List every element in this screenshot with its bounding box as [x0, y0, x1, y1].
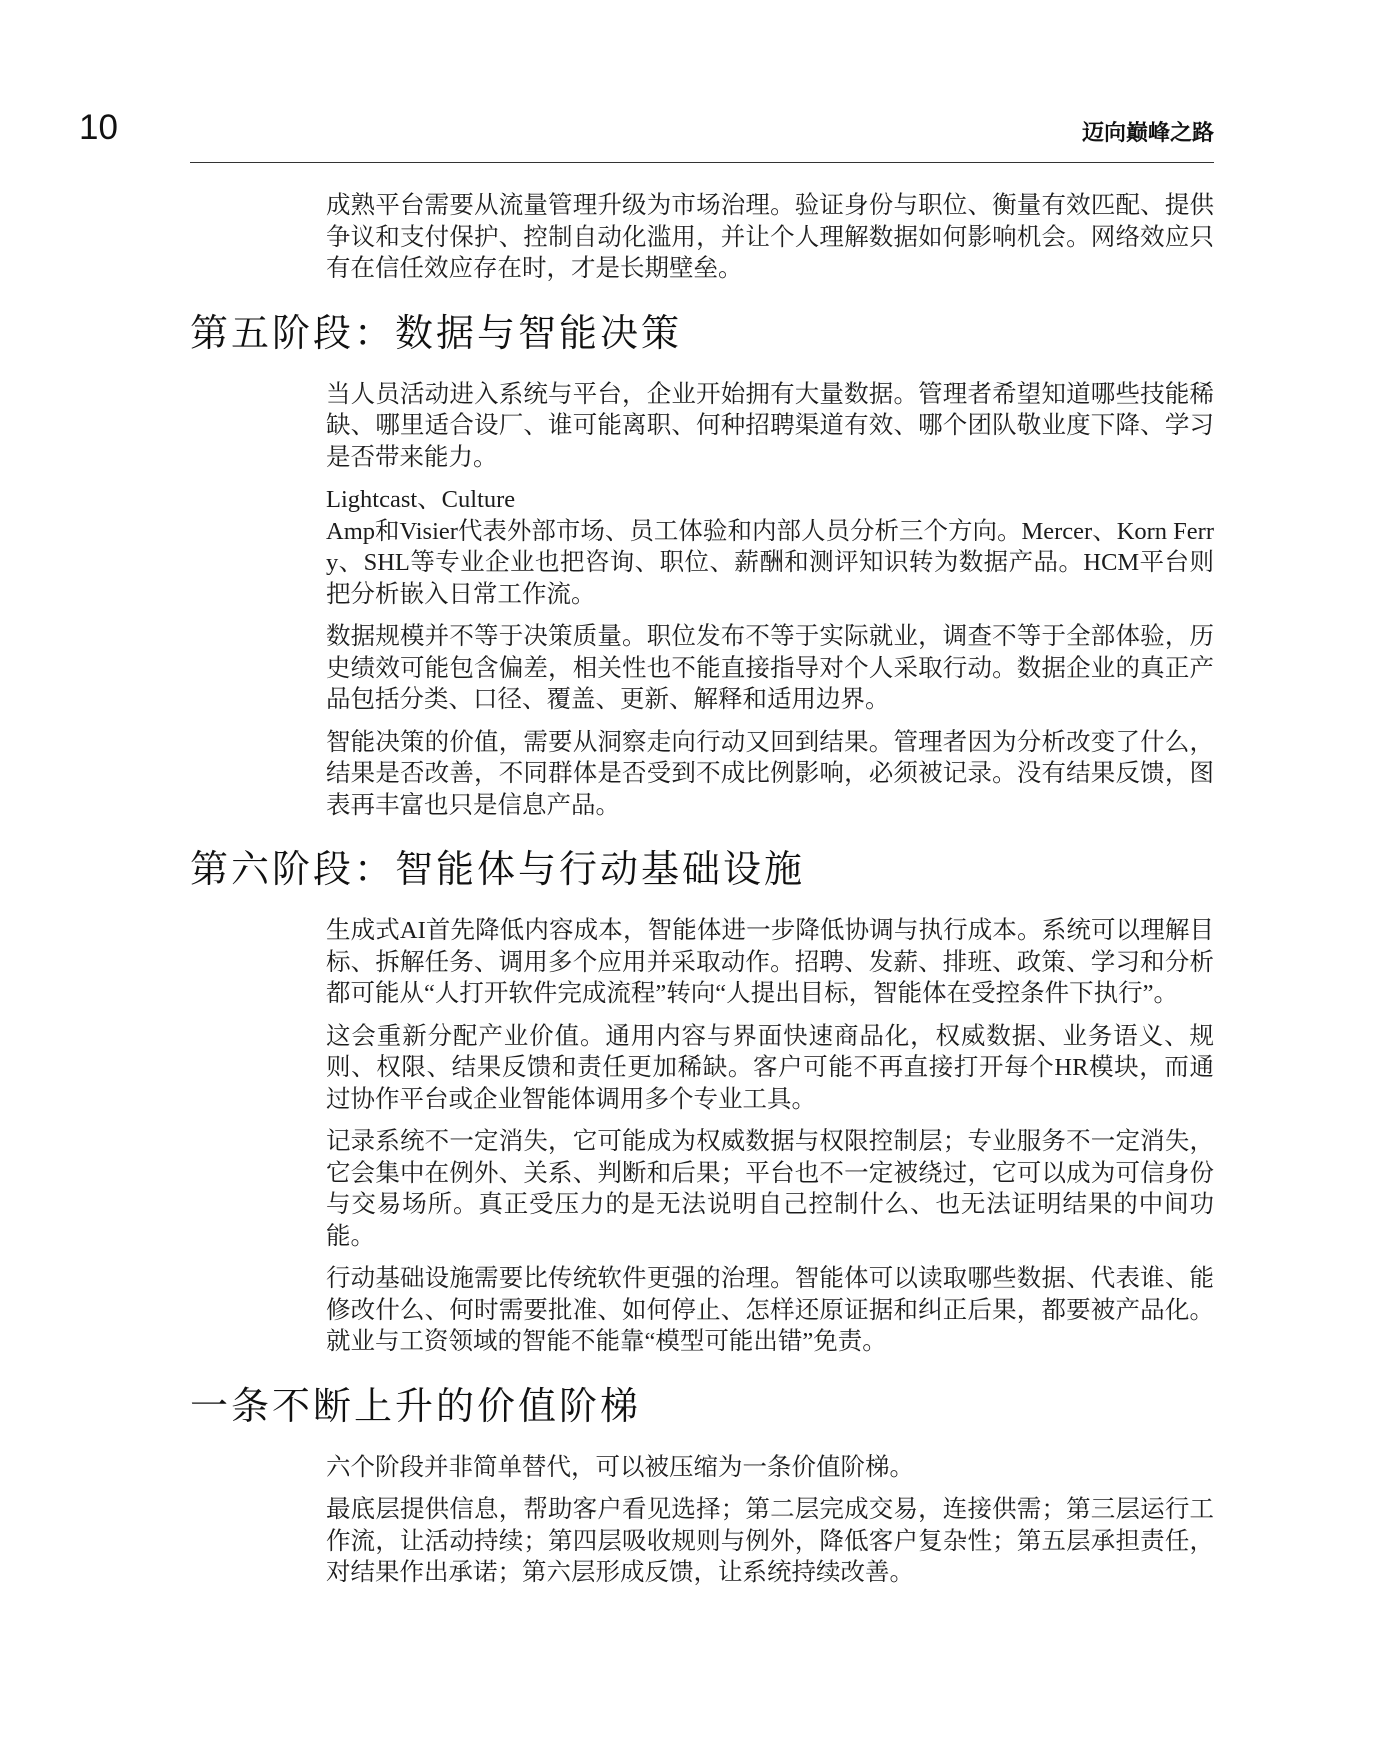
body-paragraph: 智能决策的价值，需要从洞察走向行动又回到结果。管理者因为分析改变了什么，结果是否改善，不同群体是否受到不成比例影响，必须被记录。没有结果反馈，图表再丰富也只是信息产品。	[326, 728, 1214, 819]
section-heading-stage-6: 第六阶段：智能体与行动基础设施	[190, 847, 806, 891]
body-paragraph: 这会重新分配产业价值。通用内容与界面快速商品化，权威数据、业务语义、规则、权限、结果反馈和责任更加稀缺。客户可能不再直接打开每个HR模块，而通过协作平台或企业智能体调用多个专业工具。	[326, 1022, 1214, 1113]
body-paragraph: Amp和Visier代表外部市场、员工体验和内部人员分析三个方向。Mercer、Korn Ferry、SHL等专业企业也把咨询、职位、薪酬和测评知识转为数据产品。HCM平台则把分析嵌入日常工作流。	[326, 517, 1214, 608]
body-paragraph: Lightcast、Culture	[326, 486, 516, 513]
page-content	[190, 190, 1214, 1600]
body-paragraph: 行动基础设施需要比传统软件更强的治理。智能体可以读取哪些数据、代表谁、能修改什么、何时需要批准、如何停止、怎样还原证据和纠正后果，都要被产品化。就业与工资领域的智能不能靠“模型可能出错”免责。	[326, 1265, 1214, 1355]
body-paragraph: 当人员活动进入系统与平台，企业开始拥有大量数据。管理者希望知道哪些技能稀缺、哪里适合设厂、谁可能离职、何种招聘渠道有效、哪个团队敬业度下降、学习是否带来能力。	[326, 380, 1214, 471]
body-paragraph: 数据规模并不等于决策质量。职位发布不等于实际就业，调查不等于全部体验，历史绩效可能包含偏差，相关性也不能直接指导对个人采取行动。数据企业的真正产品包括分类、口径、覆盖、更新、解释和适用边界。	[326, 623, 1214, 713]
intro-paragraph: 成熟平台需要从流量管理升级为市场治理。验证身份与职位、衡量有效匹配、提供争议和支付保护、控制自动化滥用，并让个人理解数据如何影响机会。网络效应只有在信任效应存在时，才是长期壁垒。	[326, 192, 1214, 282]
body-paragraph: 生成式AI首先降低内容成本，智能体进一步降低协调与执行成本。系统可以理解目标、拆解任务、调用多个应用并采取动作。招聘、发薪、排班、政策、学习和分析都可能从“人打开软件完成流程”转向“人提出目标，智能体在受控条件下执行”。	[326, 917, 1214, 1007]
header-rule	[190, 162, 1214, 163]
section-heading-stage-5: 第五阶段：数据与智能决策	[190, 310, 683, 355]
body-paragraph: 六个阶段并非简单替代，可以被压缩为一条价值阶梯。	[326, 1453, 914, 1481]
page-number: 10	[79, 108, 118, 147]
running-head: 迈向巅峰之路	[1081, 121, 1214, 146]
section-heading-value-ladder: 一条不断上升的价值阶梯	[190, 1383, 642, 1428]
body-paragraph: 最底层提供信息，帮助客户看见选择；第二层完成交易，连接供需；第三层运行工作流，让活动持续；第四层吸收规则与例外，降低客户复杂性；第五层承担责任，对结果作出承诺；第六层形成反馈，让系统持续改善。	[326, 1496, 1214, 1586]
body-paragraph: 记录系统不一定消失，它可能成为权威数据与权限控制层；专业服务不一定消失，它会集中在例外、关系、判断和后果；平台也不一定被绕过，它可以成为可信身份与交易场所。真正受压力的是无法说明自己控制什么、也无法证明结果的中间功能。	[326, 1128, 1214, 1250]
